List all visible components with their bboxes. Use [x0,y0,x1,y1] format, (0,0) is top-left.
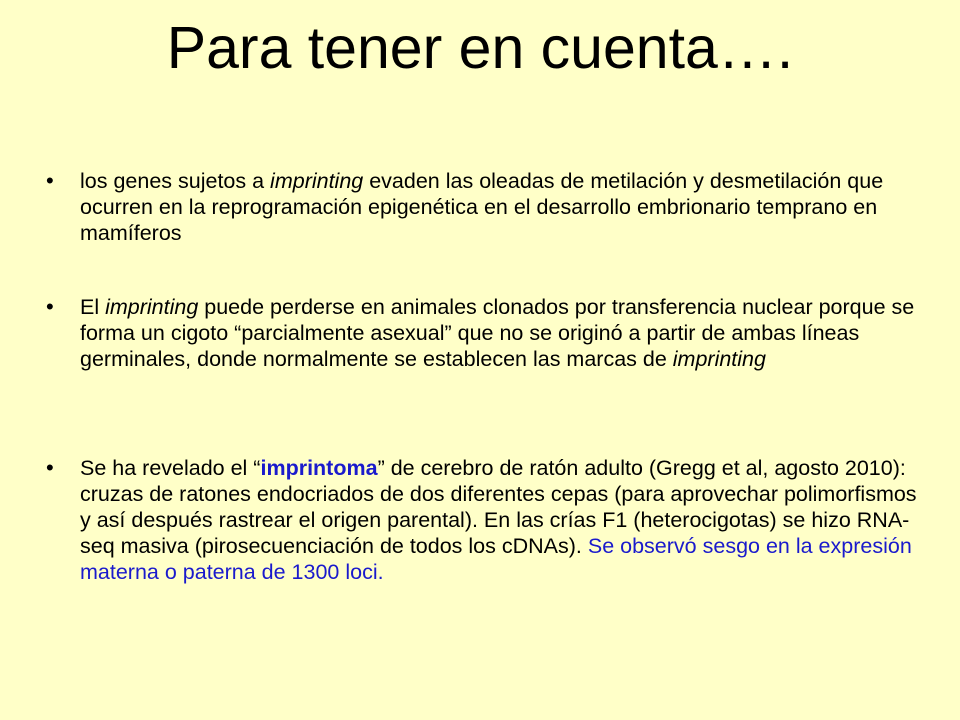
slide-title: Para tener en cuenta…. [166,15,794,81]
bullet-marker: • [46,168,54,193]
highlighted-finding: Se observó sesgo en la expresión materna o paterna de 1300 loci. [80,534,912,584]
text-run: los genes sujetos a [80,169,271,193]
text-run: puede perderse en animales clonados por transferencia nuclear porque se forma un cigoto “parcialmente asexual” que no se originó a partir de ambas líneas germinales, donde normalmente se establecen las marcas de [80,295,915,371]
text-run: Se ha revelado el “ [80,456,261,480]
bullet-text [80,168,920,246]
text-run: evaden las oleadas de metilación y desmetilación que ocurren en la reprogramación epigenética en el desarrollo embrionario temprano en mamíferos [80,169,884,245]
italic-term: imprinting [270,169,364,193]
highlighted-term: imprintoma [260,456,378,480]
bullet-text [80,294,920,372]
text-run: El [80,295,106,319]
italic-term: imprinting [105,295,199,319]
bullet-marker: • [46,294,54,319]
bullet-marker: • [46,455,54,480]
italic-term: imprinting [672,347,766,371]
text-run: ” de cerebro de ratón adulto (Gregg et al, agosto 2010): cruzas de ratones endocriados de dos diferentes cepas (para aprovechar polimorfismos y así después rastrear el origen parental). En las crías F1 (heterocigotas) se hizo RNA-seq masiva (pirosecuenciación de todos los cDNAs). [80,456,917,558]
bullet-text [80,455,920,585]
